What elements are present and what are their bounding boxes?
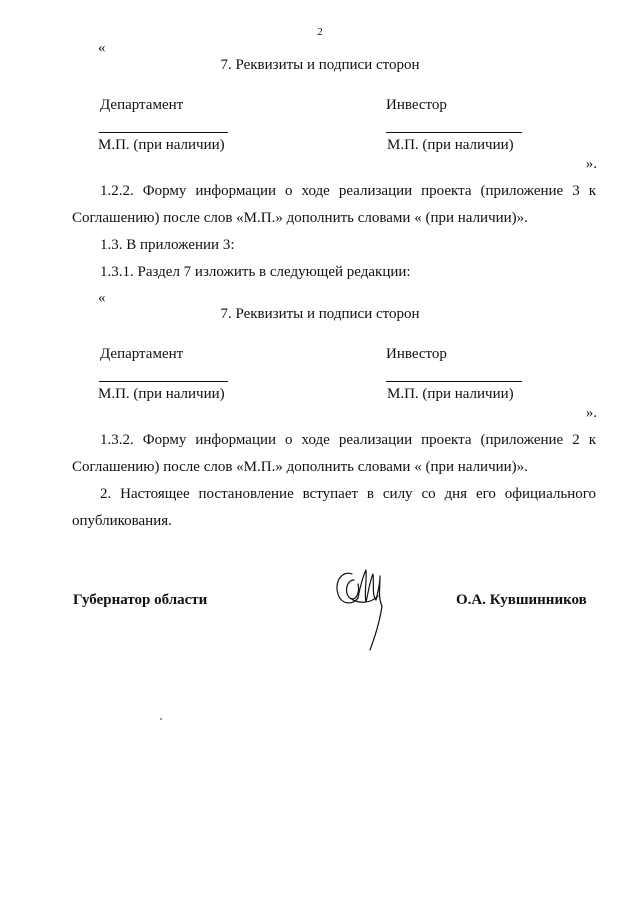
page-number: 2 [317,26,323,38]
signature-line-right-2 [386,381,522,382]
paragraph-1-3-2: 1.3.2. Форму информации о ходе реализации проекта (приложение 2 к Соглашению) после слов «М.П.» дополнить словами « (при наличии)». [72,432,596,475]
party-left-1: Департамент [100,97,184,113]
party-left-2: Департамент [100,346,184,362]
scan-speck [160,718,162,720]
quote-open-2: « [98,290,106,306]
signature-line-left-2 [99,381,228,382]
governor-title: Губернатор области [73,592,208,608]
party-right-2: Инвестор [386,346,447,362]
signature-line-right-1 [386,132,522,133]
paragraph-1-3-1: 1.3.1. Раздел 7 изложить в следующей редакции: [100,264,411,280]
governor-name: О.А. Кувшинников [456,592,587,608]
seal-right-1: М.П. (при наличии) [387,137,514,153]
quote-open-1: « [98,40,106,56]
seal-left-1: М.П. (при наличии) [98,137,225,153]
seal-left-2: М.П. (при наличии) [98,386,225,402]
paragraph-2: 2. Настоящее постановление вступает в силу со дня его официального опубликования. [72,486,596,529]
quote-close-1: ». [585,156,597,172]
quote-close-2: ». [585,405,597,421]
paragraph-1-3: 1.3. В приложении 3: [100,237,235,253]
section-title-1: 7. Реквизиты и подписи сторон [220,57,420,73]
party-right-1: Инвестор [386,97,447,113]
seal-right-2: М.П. (при наличии) [387,386,514,402]
signature-line-left-1 [99,132,228,133]
handwritten-signature [330,560,390,660]
paragraph-1-2-2: 1.2.2. Форму информации о ходе реализации проекта (приложение 3 к Соглашению) после слов «М.П.» дополнить словами « (при наличии)». [72,183,596,226]
section-title-2: 7. Реквизиты и подписи сторон [220,306,420,322]
